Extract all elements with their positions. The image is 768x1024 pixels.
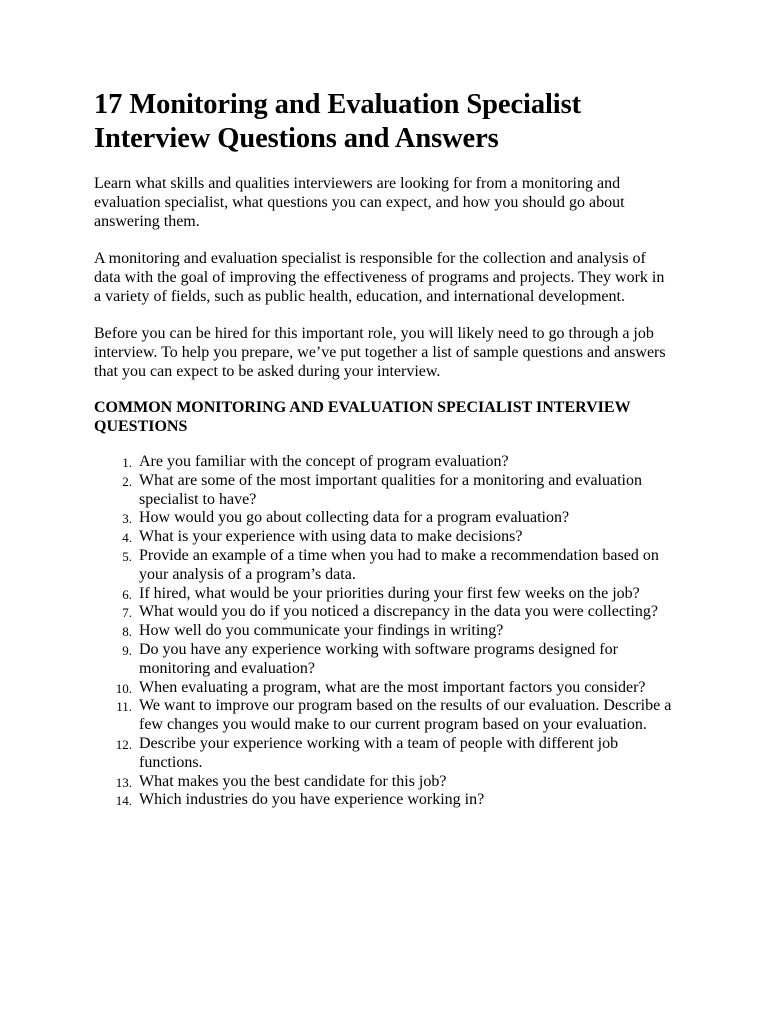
body-paragraph-2: Before you can be hired for this important role, you will likely need to go through a job interview. To help you prepare, we’ve put together a list of sample questions and answers that you can expect to be asked during your interview. [94,325,666,380]
question-text: If hired, what would be your priorities during your first few weeks on the job? [139,584,640,602]
question-number: 10. [115,680,132,696]
body-paragraph-1: A monitoring and evaluation specialist is responsible for the collection and analysis of data with the goal of improving the effectiveness of programs and projects. They work in a variety of fields, such as public health, education, and international development. [94,250,665,305]
question-text: How well do you communicate your findings in writing? [139,622,504,640]
question-number: 6. [122,586,132,602]
page-title: 17 Monitoring and Evaluation Specialist Interview Questions and Answers [94,89,582,154]
question-number: 4. [122,530,132,546]
question-text: What is your experience with using data to make decisions? [139,528,523,546]
question-item [94,697,674,735]
section-heading: COMMON MONITORING AND EVALUATION SPECIALIST INTERVIEW QUESTIONS [94,399,631,435]
question-number: 3. [122,511,132,527]
question-item [94,585,674,604]
question-number: 1. [122,455,132,470]
question-item [94,773,674,792]
question-number: 14. [115,793,132,809]
question-text: When evaluating a program, what are the most important factors you consider? [139,678,646,696]
question-item [94,641,674,679]
question-number: 9. [122,642,132,658]
question-item [94,472,674,510]
question-text: Are you familiar with the concept of program evaluation? [139,453,509,470]
question-item [94,679,674,698]
question-item [94,528,674,547]
question-text: We want to improve our program based on the results of our evaluation. Describe a few changes you would make to our current program based on your evaluation. [139,697,672,734]
question-item [94,453,674,472]
question-text: Provide an example of a time when you had to make a recommendation based on your analysis of a program’s data. [139,546,659,583]
question-text: What would you do if you noticed a discrepancy in the data you were collecting? [139,603,658,621]
question-number: 7. [122,605,132,621]
question-item [94,547,674,585]
question-number: 13. [115,774,132,790]
question-text: What makes you the best candidate for this job? [139,772,447,790]
question-number: 5. [122,548,132,564]
question-text: What are some of the most important qualities for a monitoring and evaluation specialist to have? [139,471,642,508]
question-number: 2. [122,473,132,489]
question-item [94,622,674,641]
question-number: 8. [122,624,132,640]
question-number: 11. [116,699,132,715]
question-text: How would you go about collecting data for a program evaluation? [139,509,570,527]
question-item [94,509,674,528]
questions-list [94,453,674,810]
question-number: 12. [115,736,132,752]
question-item [94,791,674,810]
question-item [94,735,674,773]
question-item [94,603,674,622]
question-text: Which industries do you have experience working in? [139,791,485,809]
intro-paragraph: Learn what skills and qualities interviewers are looking for from a monitoring and evaluation specialist, what questions you can expect, and how you should go about answering them. [94,175,625,230]
question-text: Describe your experience working with a team of people with different job functions. [139,734,619,771]
question-text: Do you have any experience working with software programs designed for monitoring and evaluation? [139,640,618,677]
